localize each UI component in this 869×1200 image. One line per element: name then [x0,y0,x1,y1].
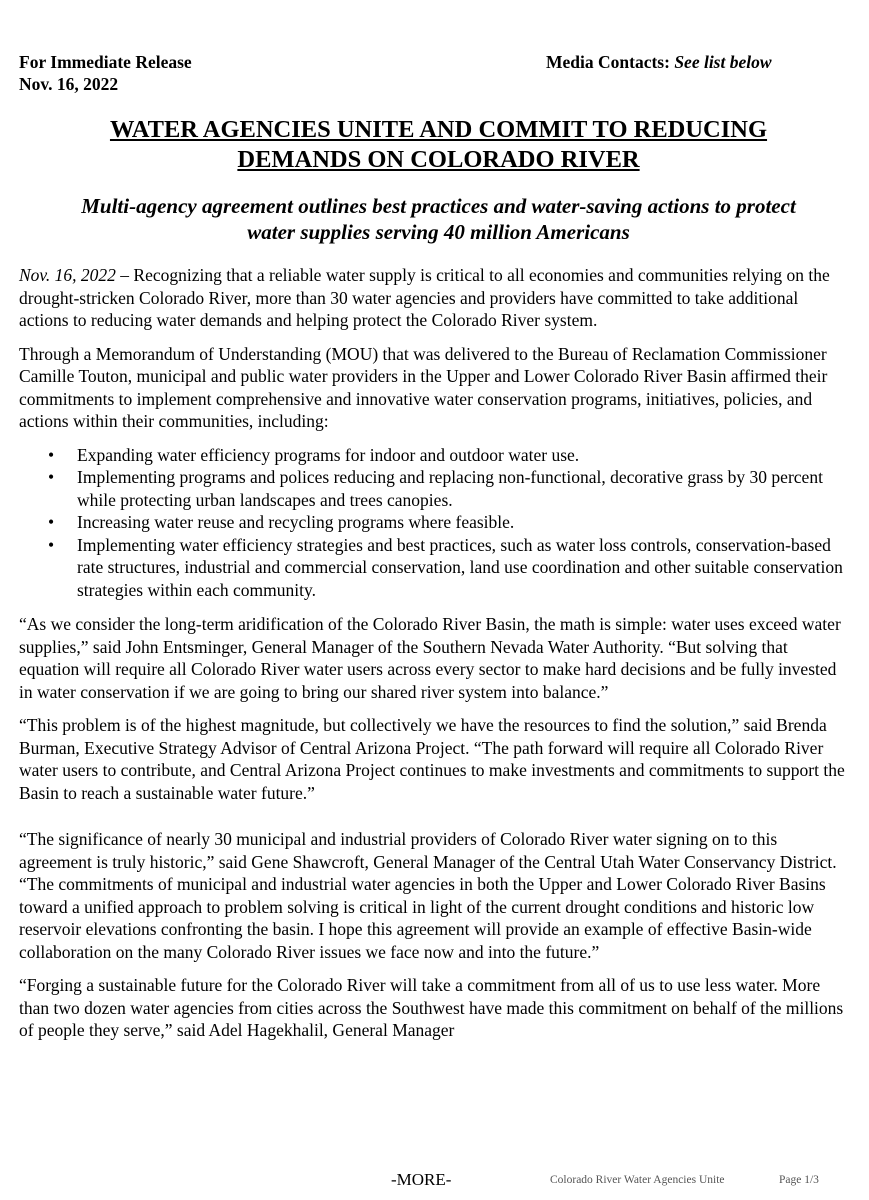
headline [19,115,858,175]
bullet-icon: • [48,512,55,532]
footer-page-number: Page 1/3 [779,1174,819,1186]
footer-document-name: Colorado River Water Agencies Unite [550,1174,725,1186]
paragraph-intro [19,264,849,332]
list-item [19,466,849,511]
intro-text: – Recognizing that a reliable water supply is critical to all economies and communities relying on the drought-stricken Colorado River, more than 30 water agencies and providers have committed to take additional actions to reducing water demands and helping protect the Colorado River system. [19,265,830,330]
dateline: Nov. 16, 2022 [19,265,116,285]
subheadline [19,193,858,245]
quote-hagekhalil: “Forging a sustainable future for the Colorado River will take a commitment from all of us to use less water. More than two dozen water agencies from cities across the Southwest have made this commitment on behalf of the millions of people they serve,” said Adel Hagekhalil, General Manager [19,975,844,1040]
media-contacts-label: Media Contacts: [546,52,670,72]
list-item [19,511,849,534]
bullet-icon: • [48,534,55,555]
list-item-text: Implementing water efficiency strategies and best practices, such as water loss controls, conservation-based rate structures, industrial and commercial conservation, land use coordination and other suitable conservation strategies within each community. [77,534,843,600]
bullet-icon: • [48,444,55,465]
bullet-icon: • [48,467,55,487]
list-item-text: Expanding water efficiency programs for indoor and outdoor water use. [77,444,580,465]
subheadline-line-1: Multi-agency agreement outlines best practices and water-saving actions to protect [81,194,796,218]
list-item-text: Increasing water reuse and recycling programs where feasible. [77,512,515,532]
list-item-text: Implementing programs and polices reducing and replacing non-functional, decorative grass by 30 percent while protecting urban landscapes and trees canopies. [77,467,823,510]
quote-shawcroft: “The significance of nearly 30 municipal and industrial providers of Colorado River water signing on to this agreement is truly historic,” said Gene Shawcroft, General Manager of the Central Utah Water Conservancy District. “The commitments of municipal and industrial water agencies in both the Upper and Lower Colorado River Basins toward a unified approach to problem solving is critical in light of the current drought conditions and historic low reservoir elevations confronting the basin. I hope this agreement will provide an example of effective Basin-wide collaboration on the many Colorado River issues we face now and into the future.” [19,829,837,962]
list-item [19,444,849,467]
quote-entsminger: “As we consider the long-term aridification of the Colorado River Basin, the math is simple: water uses exceed water supplies,” said John Entsminger, General Manager of the Southern Nevada Water Authority. “But solving that equation will require all Colorado River water users across every sector to make hard decisions and be fully invested in water conservation if we are going to bring our shared river system into balance.” [19,614,841,702]
article-body [19,264,849,1053]
headline-line-2: DEMANDS ON COLORADO RIVER [237,146,640,173]
commitments-list [19,444,849,602]
more-marker: -MORE- [391,1170,452,1189]
media-contacts-value: See list below [674,52,772,72]
paragraph-mou: Through a Memorandum of Understanding (MOU) that was delivered to the Bureau of Reclamation Commissioner Camille Touton, municipal and public water providers in the Upper and Lower Colorado River Basin affirmed their commitments to implement comprehensive and innovative water conservation programs, initiatives, policies, and actions within their communities, including: [19,343,828,431]
release-label: For Immediate Release [19,52,192,72]
list-item [19,534,849,602]
subheadline-line-2: water supplies serving 40 million Americans [247,220,630,244]
media-contacts [546,51,772,73]
quote-burman: “This problem is of the highest magnitude, but collectively we have the resources to find the solution,” said Brenda Burman, Executive Strategy Advisor of Central Arizona Project. “The path forward will require all Colorado River water users to contribute, and Central Arizona Project continues to make investments and commitments to support the Basin to reach a sustainable water future.” [19,715,845,803]
release-date: Nov. 16, 2022 [19,74,119,94]
headline-line-1: WATER AGENCIES UNITE AND COMMIT TO REDUCING [109,116,768,143]
release-header [19,51,192,95]
